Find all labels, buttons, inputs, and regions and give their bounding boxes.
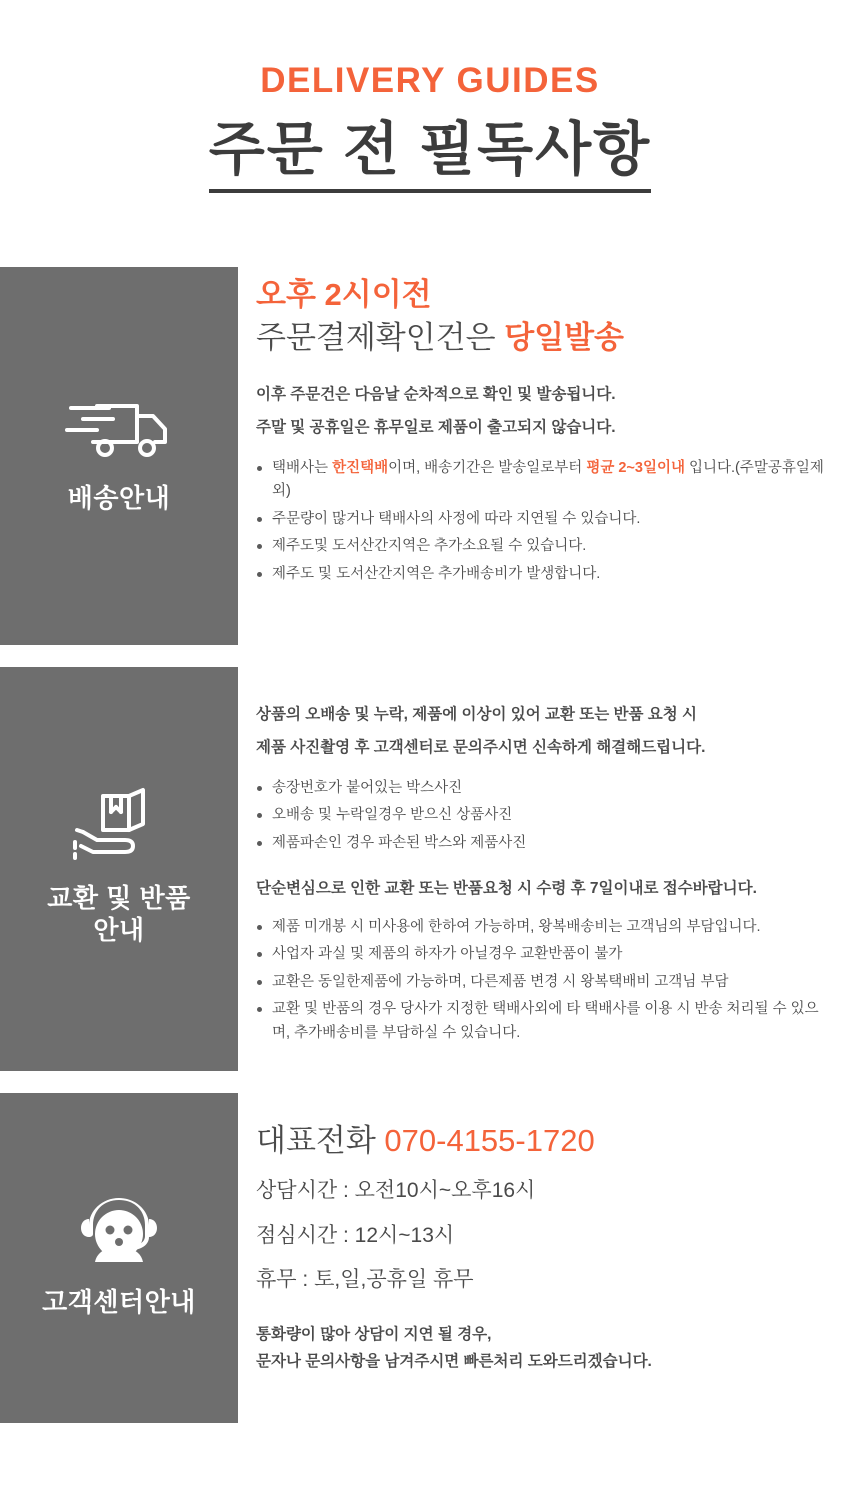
section-delivery-body — [238, 267, 860, 645]
section-exchange-body — [238, 667, 860, 1071]
exchange-note: 단순변심으로 인한 교환 또는 반품요청 시 수령 후 7일이내로 접수바랍니다. — [256, 879, 757, 897]
list-item: 주문량이 많거나 택배사의 사정에 따라 지연될 수 있습니다. — [256, 508, 836, 531]
page-title: 주문 전 필독사항 — [209, 117, 651, 194]
list-item: 사업자 과실 및 제품의 하자가 아닐경우 교환반품이 불가 — [256, 943, 836, 966]
bullet-highlight-1: 한진택배 — [332, 459, 389, 476]
section-cs-body — [238, 1093, 860, 1423]
section-delivery-label: 배송안내 — [67, 482, 171, 513]
list-item: 제품파손인 경우 파손된 박스와 제품사진 — [256, 832, 836, 855]
section-cs-label: 고객센터안내 — [42, 1286, 196, 1317]
exchange-paragraph-2: 제품 사진촬영 후 고객센터로 문의주시면 신속하게 해결해드립니다. — [256, 738, 706, 756]
delivery-headline-orange: 오후 2시이전 — [256, 277, 432, 313]
delivery-headline-text: 주문결제확인건은 — [256, 320, 505, 356]
delivery-paragraph-2: 주말 및 공휴일은 휴무일로 제품이 출고되지 않습니다. — [256, 419, 616, 436]
list-item: 교환 및 반품의 경우 당사가 지정한 택배사외에 타 택배사를 이용 시 반송 처리될 수 있으며, 추가배송비를 부담하실 수 있습니다. — [256, 998, 836, 1045]
section-exchange-label-panel — [0, 667, 238, 1071]
headset-operator-icon — [71, 1192, 167, 1268]
section-exchange-label — [47, 882, 191, 947]
list-item — [256, 457, 836, 504]
section-exchange — [0, 667, 860, 1071]
bullet-mid: 이며, 배송기간은 발송일로부터 — [388, 459, 587, 476]
bullet-pre: 택배사는 — [272, 459, 333, 476]
bullet-post: 입니다.(주말공휴일제외) — [272, 459, 824, 500]
cs-holiday-line: 휴무 : 토,일,공휴일 휴무 — [256, 1268, 474, 1292]
exchange-bullet-list-1 — [256, 777, 836, 855]
delivery-headline-accent: 당일발송 — [504, 320, 624, 356]
cs-hours-line: 상담시간 : 오전10시~오후16시 — [256, 1179, 536, 1203]
section-delivery-label-panel — [0, 267, 238, 645]
cs-footnote-2: 문자나 문의사항을 남겨주시면 빠른처리 도와드리겠습니다. — [256, 1353, 652, 1371]
section-cs-label-panel — [0, 1093, 238, 1423]
exchange-paragraph-1: 상품의 오배송 및 누락, 제품에 이상이 있어 교환 또는 반품 요청 시 — [256, 706, 697, 724]
list-item: 오배송 및 누락일경우 받으신 상품사진 — [256, 804, 836, 827]
cs-footnote-1: 통화량이 많아 상담이 지연 될 경우, — [256, 1325, 492, 1343]
delivery-paragraph-1: 이후 주문건은 다음날 순차적으로 확인 및 발송됩니다. — [256, 386, 616, 404]
page-header — [0, 0, 860, 193]
bullet-highlight-2: 평균 2~3일이내 — [586, 459, 685, 476]
cs-phone-line — [256, 1121, 836, 1161]
list-item: 교환은 동일한제품에 가능하며, 다른제품 변경 시 왕복택배비 고객님 부담 — [256, 971, 836, 994]
list-item: 제주도및 도서산간지역은 추가소요될 수 있습니다. — [256, 535, 836, 558]
exchange-bullet-list-2 — [256, 916, 836, 1045]
delivery-headline-line — [256, 317, 836, 359]
section-exchange-label-line2: 안내 — [93, 915, 145, 946]
cs-phone-prefix: 대표전화 — [256, 1123, 385, 1159]
list-item: 송장번호가 붙어있는 박스사진 — [256, 777, 836, 800]
cs-lunch-line: 점심시간 : 12시~13시 — [256, 1223, 455, 1247]
section-exchange-label-line1: 교환 및 반품 — [47, 882, 191, 913]
list-item: 제주도 및 도서산간지역은 추가배송비가 발생합니다. — [256, 563, 836, 586]
truck-icon — [63, 392, 175, 464]
header-eyebrow: DELIVERY GUIDES — [260, 61, 600, 100]
hand-box-icon — [63, 786, 175, 864]
cs-phone-number[interactable]: 070-4155-1720 — [384, 1123, 595, 1159]
delivery-bullet-list — [256, 457, 836, 586]
section-delivery — [0, 267, 860, 645]
section-customer-center — [0, 1093, 860, 1423]
list-item: 제품 미개봉 시 미사용에 한하여 가능하며, 왕복배송비는 고객님의 부담입니다. — [256, 916, 836, 939]
